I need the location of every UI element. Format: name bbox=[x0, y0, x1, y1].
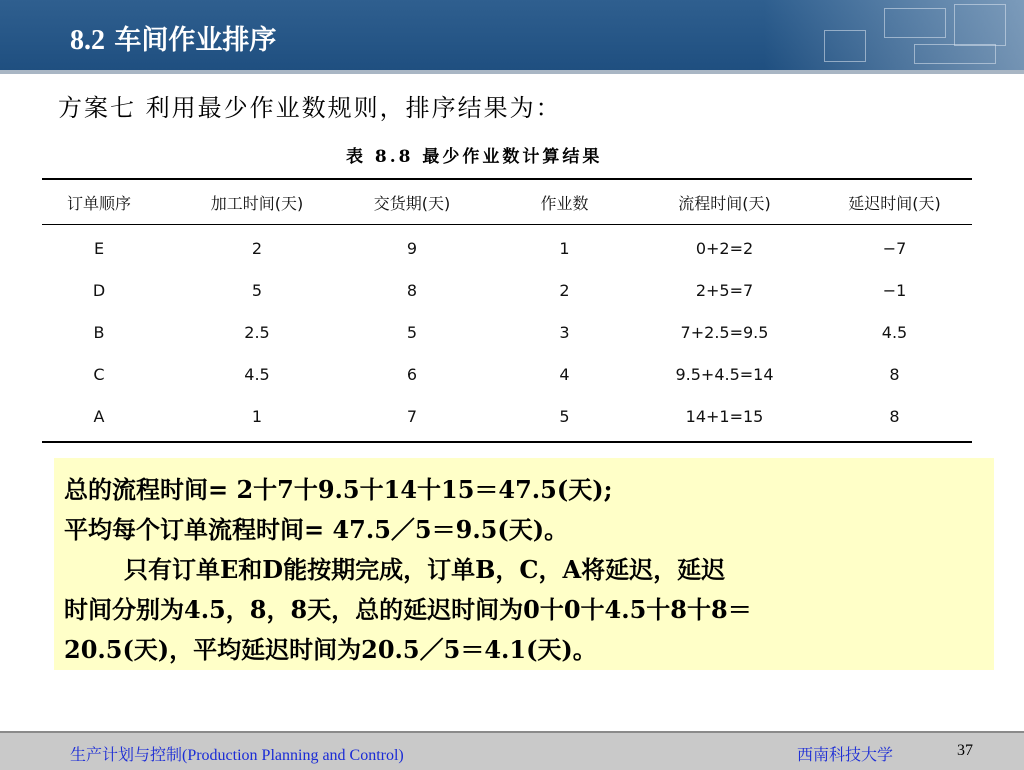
column-header: 流程时间(天) bbox=[678, 193, 771, 213]
column-header: 延迟时间(天) bbox=[848, 193, 941, 213]
table-cell: B bbox=[93, 322, 105, 342]
table-cell: 14+1=15 bbox=[685, 406, 764, 426]
table-cell: 5 bbox=[559, 406, 570, 426]
column-header: 加工时间(天) bbox=[210, 193, 304, 213]
header-divider bbox=[0, 70, 1024, 74]
summary-line: 20.5(天)，平均延迟时间为20.5／5＝4.1(天)。 bbox=[64, 635, 597, 664]
table-cell: 7 bbox=[406, 406, 418, 426]
table-cell: A bbox=[93, 406, 105, 426]
summary-line: 平均每个订单流程时间= 47.5／5＝9.5(天)。 bbox=[64, 515, 569, 544]
table-cell: 3 bbox=[559, 322, 570, 342]
table-cell: 4.5 bbox=[244, 364, 270, 384]
table-cell: 2 bbox=[251, 238, 263, 258]
column-header: 交货期(天) bbox=[373, 193, 451, 213]
table-cell: 2 bbox=[559, 280, 570, 300]
table-cell: 5 bbox=[406, 322, 418, 342]
table-header-row bbox=[42, 180, 972, 225]
table-row bbox=[42, 395, 972, 437]
summary-line: 只有订单E和D能按期完成，订单B，C，A将延迟，延迟 bbox=[124, 555, 726, 584]
column-header: 作业数 bbox=[540, 193, 589, 213]
table-cell: 1 bbox=[251, 406, 263, 426]
table-body bbox=[42, 225, 972, 441]
section-title: 车间作业排序 bbox=[105, 25, 277, 56]
table-cell: 6 bbox=[406, 364, 418, 384]
table-cell: 8 bbox=[889, 364, 900, 384]
table-cell: −1 bbox=[882, 280, 907, 300]
summary-line: 总的流程时间= 2十7十9.5十14十15＝47.5(天); bbox=[64, 475, 613, 504]
section-number: 8.2 bbox=[70, 25, 105, 56]
table-cell: 1 bbox=[559, 238, 570, 258]
table-cell: 4 bbox=[559, 364, 570, 384]
table-caption: 表 8.8 最少作业数计算结果 bbox=[346, 147, 603, 167]
summary-box bbox=[54, 458, 994, 670]
table-cell: 2+5=7 bbox=[695, 280, 754, 300]
table-cell: 5 bbox=[251, 280, 263, 300]
circuit-decoration bbox=[764, 0, 1024, 70]
table-cell: 8 bbox=[406, 280, 418, 300]
table-cell: 0+2=2 bbox=[695, 238, 754, 258]
table-row bbox=[42, 269, 972, 311]
table-row bbox=[42, 311, 972, 353]
table-cell: 7+2.5=9.5 bbox=[680, 322, 769, 342]
page-number: 37 bbox=[957, 742, 973, 759]
footer-course: 生产计划与控制(Production Planning and Control) bbox=[70, 747, 404, 764]
table-cell: 9.5+4.5=14 bbox=[675, 364, 774, 384]
table-cell: 9 bbox=[406, 238, 418, 258]
table-cell: 8 bbox=[889, 406, 900, 426]
table-cell: D bbox=[92, 280, 106, 300]
table-cell: 2.5 bbox=[244, 322, 270, 342]
table-row bbox=[42, 227, 972, 269]
table-row bbox=[42, 353, 972, 395]
table-cell: −7 bbox=[882, 238, 907, 258]
table-cell: E bbox=[93, 238, 105, 258]
table-cell: C bbox=[93, 364, 105, 384]
footer-school: 西南科技大学 bbox=[797, 747, 894, 764]
result-table bbox=[42, 178, 972, 443]
slide-footer bbox=[0, 731, 1024, 770]
summary-line: 时间分别为4.5，8，8天，总的延迟时间为0十0十4.5十8十8＝ bbox=[64, 595, 752, 624]
column-header: 订单顺序 bbox=[66, 193, 131, 213]
table-cell: 4.5 bbox=[881, 322, 908, 342]
slide-header bbox=[0, 0, 1024, 70]
slide-title bbox=[70, 18, 276, 57]
intro-text: 方案七 利用最少作业数规则，排序结果为： bbox=[58, 94, 562, 122]
